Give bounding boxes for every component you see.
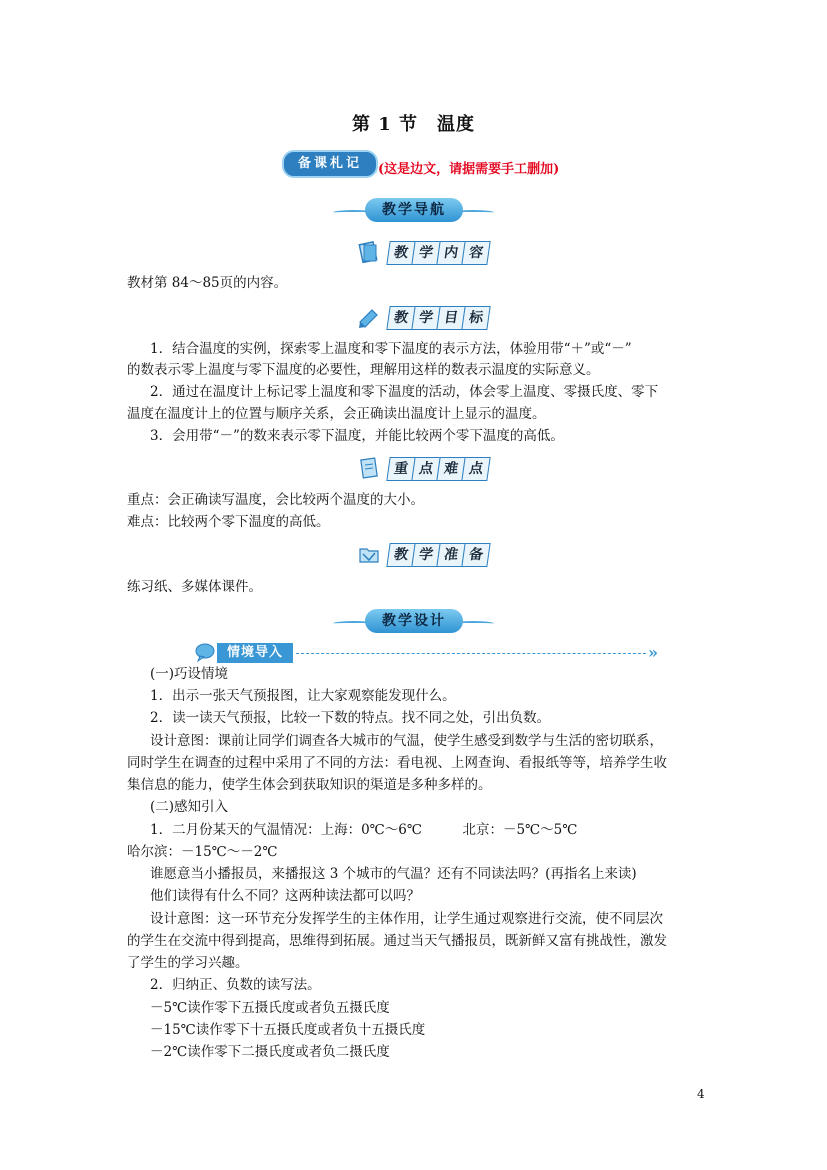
- section-char: 内: [436, 241, 465, 265]
- section-char: 点: [461, 457, 490, 481]
- section-char: 标: [461, 306, 490, 330]
- design-intent-1-line-1: 设计意图：课前让同学们调查各大城市的气温，使学生感受到数学与生活的密切联系，: [150, 733, 663, 749]
- subsection-2: (二)感知引入: [150, 799, 229, 815]
- design-intent-2-line-3: 了学生的学习兴趣。: [127, 955, 249, 971]
- section-char: 学: [411, 543, 440, 567]
- notepad-icon: [358, 457, 380, 479]
- margin-note: (这是边文，请据需要手工删加): [378, 162, 560, 177]
- step-2: 2．读一读天气预报，比较一下数的特点。找不同之处，引出负数。: [150, 710, 551, 726]
- key-point: 重点：会正确读写温度，会比较两个温度的大小。: [127, 492, 424, 508]
- page-number: 4: [697, 1087, 705, 1101]
- design-intent-1-line-3: 集信息的能力，使学生体会到获取知识的渠道是多种多样的。: [127, 777, 492, 793]
- page-title: 第 1 节 温度: [351, 114, 476, 135]
- goal-1-line-2: 的数表示零上温度与零下温度的必要性，理解用这样的数表示温度的实际意义。: [127, 362, 600, 378]
- beike-badge: 备课札记: [282, 150, 378, 178]
- difficult-point: 难点：比较两个零下温度的高低。: [127, 514, 330, 530]
- section-teaching-content: [388, 241, 488, 265]
- section-char: 教: [386, 306, 415, 330]
- section-char: 学: [411, 241, 440, 265]
- section-char: 教: [386, 543, 415, 567]
- subsection-1: (一)巧设情境: [150, 666, 229, 682]
- section-char: 点: [411, 457, 440, 481]
- goal-2-line-1: 2．通过在温度计上标记零上温度和零下温度的活动，体会零上温度、零摄氏度、零下: [150, 384, 659, 400]
- section-teaching-prep: [388, 543, 488, 567]
- section-char: 目: [436, 306, 465, 330]
- step-1: 1．出示一张天气预报图，让大家观察能发现什么。: [150, 688, 456, 704]
- goal-1-line-1: 1．结合温度的实例，探索零上温度和零下温度的表示方法，体验用带“＋”或“－”: [150, 341, 632, 357]
- summary-heading: 2．归纳正、负数的读写法。: [150, 977, 321, 993]
- section-char: 准: [436, 543, 465, 567]
- speech-bubble-icon: [194, 641, 216, 663]
- design-intent-1-line-2: 同时学生在调查的过程中采用了不同的方法：看电视、上网查询、看报纸等等，培养学生收: [127, 755, 667, 771]
- section-teaching-goals: [388, 306, 488, 330]
- lead-in-tag: 情境导入: [217, 643, 293, 663]
- temperature-line-1: 1．二月份某天的气温情况：上海：0℃～6℃ 北京：－5℃～5℃: [150, 822, 578, 838]
- folder-icon: [358, 543, 380, 565]
- book-icon: [358, 241, 380, 263]
- temperature-line-2: 哈尔滨：－15℃～－2℃: [127, 844, 278, 860]
- banner-teaching-design: 教学设计: [365, 609, 463, 633]
- section-char: 重: [386, 457, 415, 481]
- section-char: 备: [461, 543, 490, 567]
- section-char: 学: [411, 306, 440, 330]
- content-text: 教材第 84～85页的内容。: [127, 275, 288, 291]
- section-key-points: [388, 457, 488, 481]
- reading-rule-2: －15℃读作零下十五摄氏度或者负十五摄氏度: [150, 1022, 426, 1038]
- goal-2-line-2: 温度在温度计上的位置与顺序关系，会正确读出温度计上显示的温度。: [127, 406, 546, 422]
- question-1: 谁愿意当小播报员，来播报这 3 个城市的气温？还有不同读法吗？(再指名上来读): [150, 866, 637, 882]
- double-arrow-icon: »: [648, 643, 658, 662]
- section-char: 教: [386, 241, 415, 265]
- question-2: 他们读得有什么不同？这两种读法都可以吗？: [150, 888, 420, 904]
- prep-text: 练习纸、多媒体课件。: [127, 579, 262, 595]
- banner-teaching-nav: 教学导航: [365, 198, 463, 222]
- design-intent-2-line-1: 设计意图：这一环节充分发挥学生的主体作用，让学生通过观察进行交流，使不同层次: [150, 911, 663, 927]
- design-intent-2-line-2: 的学生在交流中得到提高，思维得到拓展。通过当天气播报员，既新鲜又富有挑战性，激发: [127, 933, 667, 949]
- reading-rule-1: －5℃读作零下五摄氏度或者负五摄氏度: [150, 1000, 390, 1016]
- dashed-divider: [296, 653, 646, 654]
- pen-icon: [358, 306, 380, 328]
- section-char: 难: [436, 457, 465, 481]
- goal-3: 3．会用带“－”的数来表示零下温度，并能比较两个零下温度的高低。: [150, 428, 564, 444]
- section-char: 容: [461, 241, 490, 265]
- reading-rule-3: －2℃读作零下二摄氏度或者负二摄氏度: [150, 1044, 390, 1060]
